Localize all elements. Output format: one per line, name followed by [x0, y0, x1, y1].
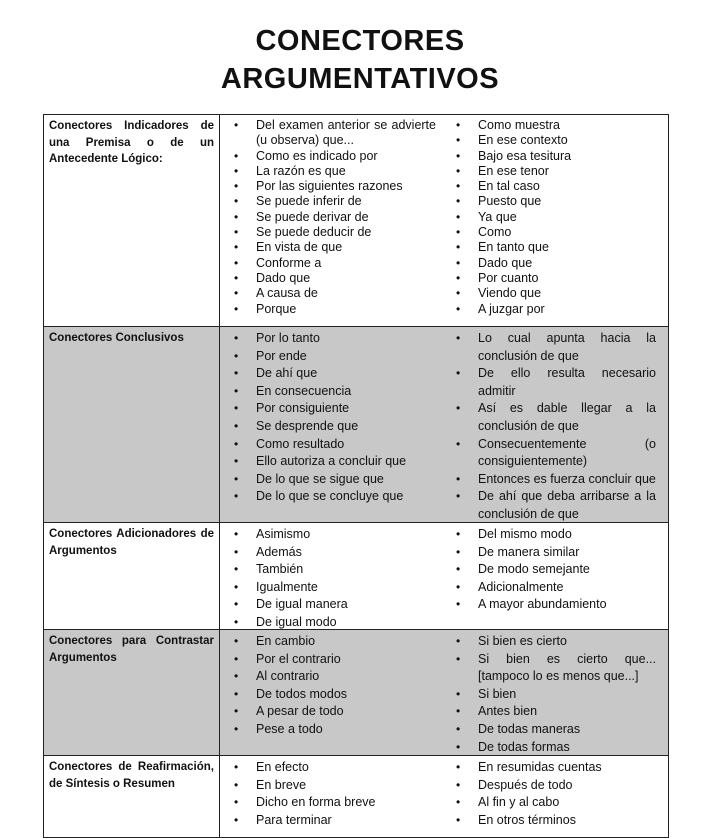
connector-list-left: [220, 330, 444, 522]
list-item: • Del examen anterior se advierte (u observa) que...: [234, 118, 436, 149]
list-item: • En breve: [234, 777, 436, 795]
list-item: • En vista de que: [234, 240, 436, 255]
list-item: • Lo cual apunta hacia la conclusión de que: [456, 330, 656, 365]
list-item: • De todos modos: [234, 686, 436, 704]
list-item: • Así es dable llegar a la conclusión de que: [456, 400, 656, 435]
list-item: • Al fin y al cabo: [456, 794, 656, 812]
list-item: • Viendo que: [456, 286, 656, 301]
list-item: • Dado que: [234, 271, 436, 286]
list-item: • Dado que: [456, 256, 656, 271]
connector-list-right: [444, 330, 668, 522]
list-item: • A causa de: [234, 286, 436, 301]
connectors-table: [43, 114, 669, 838]
list-item: • Adicionalmente: [456, 579, 656, 597]
list-item: • De modo semejante: [456, 561, 656, 579]
list-item: • Al contrario: [234, 668, 436, 686]
list-item: • Dicho en forma breve: [234, 794, 436, 812]
table-row: [44, 756, 668, 838]
list-item: • Puesto que: [456, 194, 656, 209]
list-item: • En consecuencia: [234, 383, 436, 401]
connector-list-left: [220, 633, 444, 755]
list-item: • En efecto: [234, 759, 436, 777]
list-item: • Si bien es cierto que... [tampoco lo es menos que...]: [456, 651, 656, 686]
list-item: • De todas formas: [456, 739, 656, 757]
category-cell: Conectores Adicionadores de Argumentos: [44, 523, 220, 629]
list-item: • Si bien es cierto: [456, 633, 656, 651]
list-item: • Consecuentemente (o consiguientemente): [456, 436, 656, 471]
list-item: • De igual modo: [234, 614, 436, 632]
list-item: • Además: [234, 544, 436, 562]
connector-list-left: [220, 526, 444, 629]
list-item: • Bajo esa tesitura: [456, 149, 656, 164]
list-item: • A mayor abundamiento: [456, 596, 656, 614]
table-row: [44, 523, 668, 630]
list-item: • Como muestra: [456, 118, 656, 133]
list-item: • En tanto que: [456, 240, 656, 255]
connector-list-right: [444, 526, 668, 629]
list-item: • Se puede deducir de: [234, 225, 436, 240]
list-item: • Por consiguiente: [234, 400, 436, 418]
list-item: • Asimismo: [234, 526, 436, 544]
list-item: • Por las siguientes razones: [234, 179, 436, 194]
page-title: [0, 22, 720, 98]
list-item: • Por lo tanto: [234, 330, 436, 348]
title-line-2: ARGUMENTATIVOS: [220, 63, 500, 95]
list-item: • También: [234, 561, 436, 579]
list-item: • En resumidas cuentas: [456, 759, 656, 777]
list-item: • Conforme a: [234, 256, 436, 271]
list-item: • Antes bien: [456, 703, 656, 721]
list-item: • Por ende: [234, 348, 436, 366]
list-item: • De manera similar: [456, 544, 656, 562]
list-item: • Del mismo modo: [456, 526, 656, 544]
category-cell: Conectores Indicadores de una Premisa o de un Antecedente Lógico:: [44, 115, 220, 326]
connector-list-right: [444, 759, 668, 837]
list-item: • De todas maneras: [456, 721, 656, 739]
category-cell: Conectores de Reafirmación, de Síntesis o Resumen: [44, 756, 220, 837]
table-row: [44, 630, 668, 756]
list-item: • De ello resulta necesario admitir: [456, 365, 656, 400]
list-item: • Por el contrario: [234, 651, 436, 669]
connector-list-left: [220, 759, 444, 837]
list-item: • En tal caso: [456, 179, 656, 194]
title-line-1: CONECTORES: [255, 25, 465, 57]
connector-list-left: [220, 118, 444, 326]
connector-list-right: [444, 633, 668, 755]
category-cell: Conectores Conclusivos: [44, 327, 220, 522]
list-item: • La razón es que: [234, 164, 436, 179]
list-item: • Como resultado: [234, 436, 436, 454]
list-item: • Después de todo: [456, 777, 656, 795]
list-item: • De ahí que: [234, 365, 436, 383]
list-item: • Ello autoriza a concluir que: [234, 453, 436, 471]
list-item: • Ya que: [456, 210, 656, 225]
list-item: • De igual manera: [234, 596, 436, 614]
list-item: • De lo que se concluye que: [234, 488, 436, 506]
list-item: • En otros términos: [456, 812, 656, 830]
list-item: • Como es indicado por: [234, 149, 436, 164]
list-item: • Igualmente: [234, 579, 436, 597]
list-item: • Porque: [234, 302, 436, 317]
list-item: • A pesar de todo: [234, 703, 436, 721]
list-item: • Como: [456, 225, 656, 240]
table-row: [44, 115, 668, 327]
list-item: • Se puede inferir de: [234, 194, 436, 209]
list-item: • Pese a todo: [234, 721, 436, 739]
list-item: • De lo que se sigue que: [234, 471, 436, 489]
list-item: • Se puede derivar de: [234, 210, 436, 225]
list-item: • Por cuanto: [456, 271, 656, 286]
connector-list-right: [444, 118, 668, 326]
list-item: • A juzgar por: [456, 302, 656, 317]
category-cell: Conectores para Contrastar Argumentos: [44, 630, 220, 755]
list-item: • En cambio: [234, 633, 436, 651]
list-item: • En ese contexto: [456, 133, 656, 148]
list-item: • Se desprende que: [234, 418, 436, 436]
list-item: • Para terminar: [234, 812, 436, 830]
list-item: • De ahí que deba arribarse a la conclusión de que: [456, 488, 656, 523]
list-item: • Si bien: [456, 686, 656, 704]
list-item: • En ese tenor: [456, 164, 656, 179]
list-item: • Entonces es fuerza concluir que: [456, 471, 656, 489]
table-row: [44, 327, 668, 523]
